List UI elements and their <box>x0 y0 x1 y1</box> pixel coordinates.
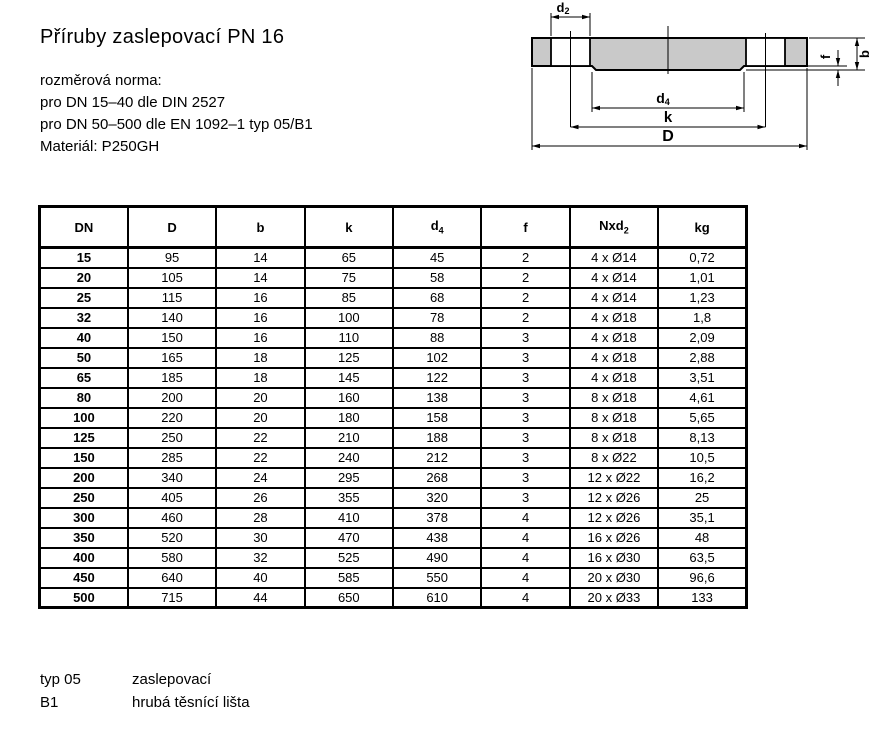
cell-f: 3 <box>481 488 569 508</box>
table-row-dn-250 <box>40 488 747 508</box>
dim-f-arrows <box>836 58 840 78</box>
footnote-term: typ 05 <box>40 671 81 688</box>
cell-d4: 158 <box>393 408 481 428</box>
cell-k: 100 <box>305 308 393 328</box>
cell-kg: 8,13 <box>658 428 746 448</box>
cell-k: 110 <box>305 328 393 348</box>
cell-kg: 2,09 <box>658 328 746 348</box>
table-head <box>40 207 747 248</box>
dim-label-d4: d4 <box>656 90 670 107</box>
cell-nxd2: 12 x Ø26 <box>570 488 658 508</box>
cell-nxd2: 8 x Ø22 <box>570 448 658 468</box>
cell-D: 220 <box>128 408 216 428</box>
cell-k: 650 <box>305 588 393 608</box>
cell-D: 640 <box>128 568 216 588</box>
cell-dn: 200 <box>40 468 128 488</box>
dim-label-b: b <box>857 50 872 58</box>
table-row-dn-500 <box>40 588 747 608</box>
cell-f: 4 <box>481 528 569 548</box>
cell-b: 18 <box>216 368 304 388</box>
page-title: Příruby zaslepovací PN 16 <box>40 26 285 48</box>
cell-nxd2: 4 x Ø14 <box>570 268 658 288</box>
cell-dn: 150 <box>40 448 128 468</box>
cell-dn: 32 <box>40 308 128 328</box>
dim-label-d2: d2 <box>556 0 570 16</box>
cell-f: 4 <box>481 508 569 528</box>
cell-kg: 16,2 <box>658 468 746 488</box>
cell-kg: 2,88 <box>658 348 746 368</box>
cell-kg: 1,01 <box>658 268 746 288</box>
cell-b: 32 <box>216 548 304 568</box>
cell-dn: 250 <box>40 488 128 508</box>
cell-kg: 3,51 <box>658 368 746 388</box>
cell-k: 160 <box>305 388 393 408</box>
table-row-dn-200 <box>40 468 747 488</box>
cell-f: 3 <box>481 448 569 468</box>
cell-d4: 378 <box>393 508 481 528</box>
table-row-dn-65 <box>40 368 747 388</box>
cell-D: 580 <box>128 548 216 568</box>
footnote-desc: hrubá těsnící lišta <box>132 694 250 711</box>
cell-kg: 0,72 <box>658 248 746 268</box>
cell-k: 125 <box>305 348 393 368</box>
table-row-dn-300 <box>40 508 747 528</box>
cell-D: 115 <box>128 288 216 308</box>
cell-dn: 15 <box>40 248 128 268</box>
cell-k: 410 <box>305 508 393 528</box>
column-header-kg: kg <box>658 207 746 248</box>
cell-k: 585 <box>305 568 393 588</box>
cell-b: 22 <box>216 428 304 448</box>
cell-f: 3 <box>481 328 569 348</box>
cell-kg: 35,1 <box>658 508 746 528</box>
cell-nxd2: 4 x Ø18 <box>570 348 658 368</box>
cell-d4: 438 <box>393 528 481 548</box>
cell-f: 2 <box>481 268 569 288</box>
column-header-dn: DN <box>40 207 128 248</box>
cell-d4: 58 <box>393 268 481 288</box>
cell-b: 30 <box>216 528 304 548</box>
column-header-D: D <box>128 207 216 248</box>
norm-info-line: rozměrová norma: <box>40 72 162 89</box>
footnote-typ05 <box>40 668 250 691</box>
cell-k: 75 <box>305 268 393 288</box>
cell-b: 16 <box>216 288 304 308</box>
cell-D: 285 <box>128 448 216 468</box>
cell-D: 185 <box>128 368 216 388</box>
cell-kg: 25 <box>658 488 746 508</box>
cell-nxd2: 4 x Ø14 <box>570 288 658 308</box>
cell-dn: 400 <box>40 548 128 568</box>
table-row-dn-32 <box>40 308 747 328</box>
cell-d4: 550 <box>393 568 481 588</box>
cell-d4: 78 <box>393 308 481 328</box>
cell-d4: 268 <box>393 468 481 488</box>
table-row-dn-20 <box>40 268 747 288</box>
norm-info <box>40 70 313 158</box>
cell-f: 4 <box>481 588 569 608</box>
cell-b: 16 <box>216 308 304 328</box>
cell-k: 145 <box>305 368 393 388</box>
cell-D: 95 <box>128 248 216 268</box>
cell-nxd2: 8 x Ø18 <box>570 388 658 408</box>
table-body <box>40 248 747 608</box>
cell-dn: 50 <box>40 348 128 368</box>
cell-d4: 88 <box>393 328 481 348</box>
cell-dn: 125 <box>40 428 128 448</box>
table-row-dn-350 <box>40 528 747 548</box>
cell-f: 2 <box>481 248 569 268</box>
cell-k: 470 <box>305 528 393 548</box>
cell-dn: 25 <box>40 288 128 308</box>
cell-D: 150 <box>128 328 216 348</box>
cell-d4: 122 <box>393 368 481 388</box>
cell-f: 4 <box>481 568 569 588</box>
table-row-dn-80 <box>40 388 747 408</box>
cell-d4: 610 <box>393 588 481 608</box>
norm-info-line: pro DN 50–500 dle EN 1092–1 typ 05/B1 <box>40 116 313 133</box>
cell-dn: 300 <box>40 508 128 528</box>
column-header-f: f <box>481 207 569 248</box>
cell-d4: 188 <box>393 428 481 448</box>
cell-D: 105 <box>128 268 216 288</box>
cell-f: 3 <box>481 468 569 488</box>
cell-dn: 20 <box>40 268 128 288</box>
cell-dn: 65 <box>40 368 128 388</box>
table-row-dn-50 <box>40 348 747 368</box>
cell-dn: 80 <box>40 388 128 408</box>
cell-k: 525 <box>305 548 393 568</box>
cell-nxd2: 12 x Ø26 <box>570 508 658 528</box>
cell-k: 355 <box>305 488 393 508</box>
cell-f: 3 <box>481 428 569 448</box>
cell-D: 250 <box>128 428 216 448</box>
cell-d4: 138 <box>393 388 481 408</box>
dim-label-D: D <box>662 128 674 145</box>
table-row-dn-15 <box>40 248 747 268</box>
cell-nxd2: 12 x Ø22 <box>570 468 658 488</box>
cell-b: 20 <box>216 388 304 408</box>
cell-D: 200 <box>128 388 216 408</box>
dim-label-f: f <box>818 54 833 60</box>
cell-kg: 1,8 <box>658 308 746 328</box>
cell-b: 24 <box>216 468 304 488</box>
cell-kg: 63,5 <box>658 548 746 568</box>
cell-nxd2: 20 x Ø30 <box>570 568 658 588</box>
cell-d4: 68 <box>393 288 481 308</box>
table-row-dn-450 <box>40 568 747 588</box>
cell-b: 18 <box>216 348 304 368</box>
column-header-d4: $d_4$ <box>393 207 481 248</box>
cell-nxd2: 4 x Ø18 <box>570 368 658 388</box>
cell-b: 28 <box>216 508 304 528</box>
footnotes <box>40 668 250 714</box>
cell-kg: 48 <box>658 528 746 548</box>
cell-dn: 350 <box>40 528 128 548</box>
cell-d4: 320 <box>393 488 481 508</box>
cell-k: 295 <box>305 468 393 488</box>
table-row-dn-400 <box>40 548 747 568</box>
cell-d4: 45 <box>393 248 481 268</box>
cell-nxd2: 4 x Ø18 <box>570 328 658 348</box>
cell-D: 460 <box>128 508 216 528</box>
cell-dn: 100 <box>40 408 128 428</box>
cell-nxd2: 16 x Ø26 <box>570 528 658 548</box>
cell-D: 715 <box>128 588 216 608</box>
cell-D: 405 <box>128 488 216 508</box>
cell-k: 180 <box>305 408 393 428</box>
cell-k: 65 <box>305 248 393 268</box>
table-row-dn-150 <box>40 448 747 468</box>
footnote-term: B1 <box>40 694 59 711</box>
cell-b: 14 <box>216 248 304 268</box>
column-header-b: b <box>216 207 304 248</box>
cell-f: 2 <box>481 308 569 328</box>
cell-dn: 450 <box>40 568 128 588</box>
cell-D: 165 <box>128 348 216 368</box>
cell-d4: 490 <box>393 548 481 568</box>
table-row-dn-100 <box>40 408 747 428</box>
cell-kg: 96,6 <box>658 568 746 588</box>
cell-kg: 1,23 <box>658 288 746 308</box>
cell-dn: 40 <box>40 328 128 348</box>
cell-f: 3 <box>481 348 569 368</box>
cell-f: 2 <box>481 288 569 308</box>
cell-b: 16 <box>216 328 304 348</box>
cell-d4: 102 <box>393 348 481 368</box>
flange-cross-section <box>505 0 878 162</box>
cell-f: 3 <box>481 388 569 408</box>
table-row-dn-40 <box>40 328 747 348</box>
cell-nxd2: 20 x Ø33 <box>570 588 658 608</box>
cell-nxd2: 4 x Ø18 <box>570 308 658 328</box>
cell-D: 520 <box>128 528 216 548</box>
cell-D: 340 <box>128 468 216 488</box>
cell-b: 44 <box>216 588 304 608</box>
cell-b: 14 <box>216 268 304 288</box>
cell-d4: 212 <box>393 448 481 468</box>
footnote-desc: zaslepovací <box>132 671 212 688</box>
flange-drawing <box>505 0 878 167</box>
cell-kg: 10,5 <box>658 448 746 468</box>
cell-k: 240 <box>305 448 393 468</box>
table-row-dn-25 <box>40 288 747 308</box>
cell-k: 85 <box>305 288 393 308</box>
cell-kg: 5,65 <box>658 408 746 428</box>
table-header-row <box>40 207 747 248</box>
cell-b: 26 <box>216 488 304 508</box>
cell-kg: 133 <box>658 588 746 608</box>
cell-kg: 4,61 <box>658 388 746 408</box>
cell-dn: 500 <box>40 588 128 608</box>
cell-b: 22 <box>216 448 304 468</box>
cell-b: 40 <box>216 568 304 588</box>
footnote-b1 <box>40 691 250 714</box>
cell-k: 210 <box>305 428 393 448</box>
cell-nxd2: 8 x Ø18 <box>570 428 658 448</box>
norm-info-line: Materiál: P250GH <box>40 138 160 155</box>
cell-nxd2: 4 x Ø14 <box>570 248 658 268</box>
dim-label-k: k <box>663 109 673 126</box>
table-row-dn-125 <box>40 428 747 448</box>
column-header-nxd2: Nxd$_2$ <box>570 207 658 248</box>
cell-D: 140 <box>128 308 216 328</box>
cell-f: 3 <box>481 408 569 428</box>
cell-f: 4 <box>481 548 569 568</box>
column-header-k: k <box>305 207 393 248</box>
cell-nxd2: 16 x Ø30 <box>570 548 658 568</box>
norm-info-line: pro DN 15–40 dle DIN 2527 <box>40 94 226 111</box>
cell-f: 3 <box>481 368 569 388</box>
cell-b: 20 <box>216 408 304 428</box>
cell-nxd2: 8 x Ø18 <box>570 408 658 428</box>
dimensions-table <box>38 205 748 609</box>
